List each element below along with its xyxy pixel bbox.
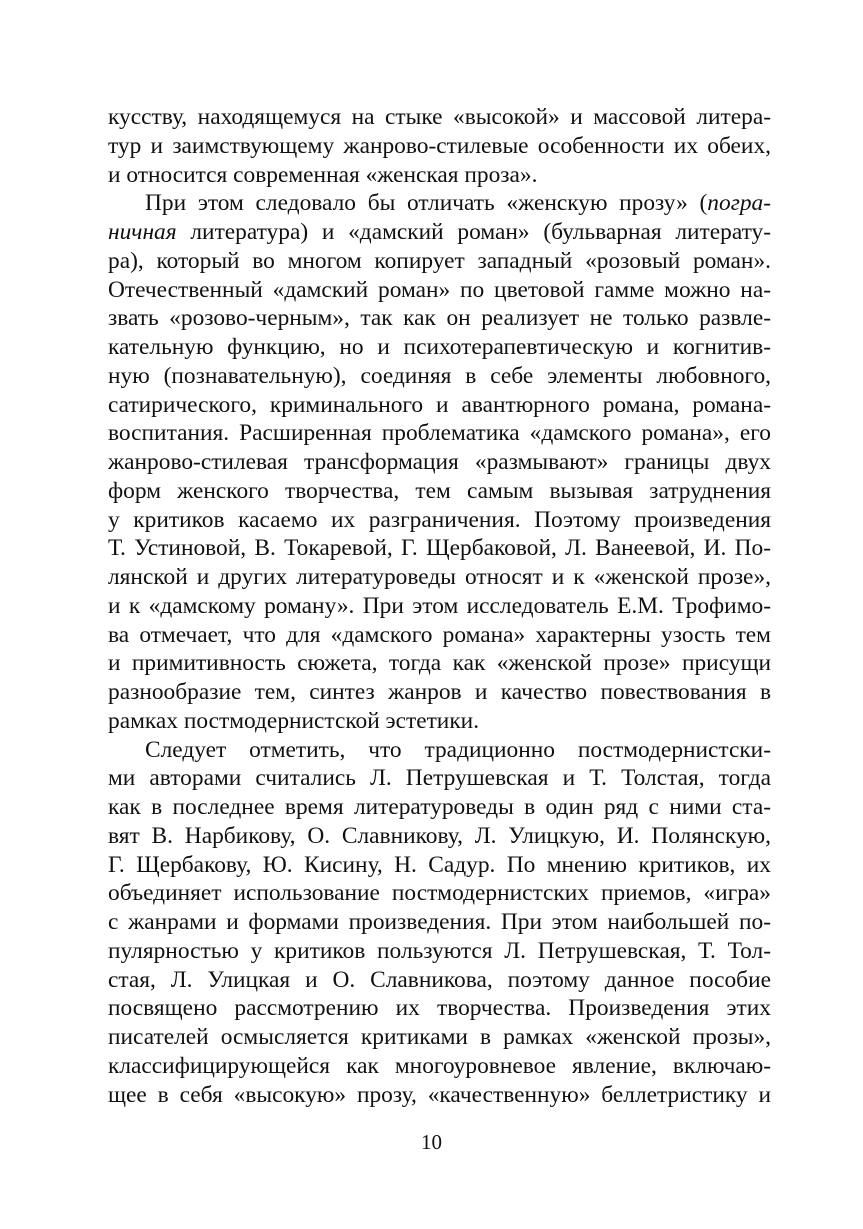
paragraph <box>108 736 771 1110</box>
italic-text: погра- <box>707 190 771 217</box>
text-line: и относится современная «женская проза». <box>108 161 538 188</box>
text-line: с жанрами и формами произведения. При этом наибольшей по- <box>108 909 771 935</box>
text-line: разнообразие тем, синтез жанров и качество повествования в <box>108 679 771 705</box>
text-line: жанрово-стилевая трансформация «размывают» границы двух <box>108 449 771 475</box>
text-line: ва отмечает, что для «дамского романа» характерны узость тем <box>108 621 771 648</box>
text-line: кательную функцию, но и психотерапевтическую и когнитив- <box>108 334 771 360</box>
text-line: звать «розово-черным», так как он реализует не только развле- <box>108 305 771 332</box>
text-line: тур и заимствующему жанрово-стилевые особенности их обеих, <box>108 132 771 159</box>
text-line: Отечественный «дамский роман» по цветовой гамме можно на- <box>108 276 771 303</box>
italic-text: ничная <box>108 219 177 245</box>
text-line: и к «дамскому роману». При этом исследователь Е.М. Трофимо- <box>108 592 771 619</box>
text-line: ра), который во многом копирует западный «розовый роман». <box>108 247 771 274</box>
text-line: Г. Щербакову, Ю. Кисину, Н. Садур. По мнению критиков, их <box>108 851 771 878</box>
text-line: ную (познавательную), соединяя в себе элементы любовного, <box>108 362 771 389</box>
text-line: форм женского творчества, тем самым вызывая затруднения <box>108 477 771 504</box>
text-line: пулярностью у критиков пользуются Л. Петрушевская, Т. Тол- <box>108 937 771 964</box>
text-line: и примитивность сюжета, тогда как «женской прозе» присущи <box>108 650 771 677</box>
text-line: воспитания. Расширенная проблематика «дамского романа», его <box>108 420 771 447</box>
text-line: сатирического, криминального и авантюрного романа, романа- <box>108 391 771 418</box>
document-body <box>108 103 771 1109</box>
text-line <box>108 218 771 247</box>
paragraph <box>108 189 771 735</box>
text-line: вят В. Нарбикову, О. Славникову, Л. Улицкую, И. Полянскую, <box>108 822 771 849</box>
text-line: щее в себя «высокую» прозу, «качественную» беллетристику и <box>108 1081 771 1108</box>
text-line: классифицирующейся как многоуровневое явление, включаю- <box>108 1052 771 1079</box>
text-line: как в последнее время литературоведы в один ряд с ними ста- <box>108 794 771 820</box>
text-line: кусству, находящемуся на стыке «высокой» и массовой литера- <box>108 104 771 130</box>
paragraph <box>108 103 771 189</box>
text-run: литература) и «дамский роман» (бульварная литерату- <box>176 219 771 245</box>
text-line: посвящено рассмотрению их творчества. Произведения этих <box>108 995 771 1022</box>
page-number: 10 <box>421 1130 442 1154</box>
text-line: лянской и других литературоведы относят и к «женской прозе», <box>108 564 771 590</box>
text-run: При этом следовало бы отличать «женскую прозу» ( <box>145 190 708 217</box>
text-line: ми авторами считались Л. Петрушевская и Т. Толстая, тогда <box>108 765 771 792</box>
text-line: стая, Л. Улицкая и О. Славникова, поэтому данное пособие <box>108 966 771 993</box>
text-line: объединяет использование постмодернистских приемов, «игра» <box>108 880 771 907</box>
text-line <box>108 189 771 218</box>
text-line: Т. Устиновой, В. Токаревой, Г. Щербаковой, Л. Ванеевой, И. По- <box>108 535 771 562</box>
text-line: рамках постмодернистской эстетики. <box>108 707 480 734</box>
text-line: Следует отметить, что традиционно постмодернистски- <box>145 736 771 763</box>
text-line: у критиков касаемо их разграничения. Поэтому произведения <box>108 506 771 533</box>
text-line: писателей осмысляется критиками в рамках «женской прозы», <box>108 1024 771 1050</box>
